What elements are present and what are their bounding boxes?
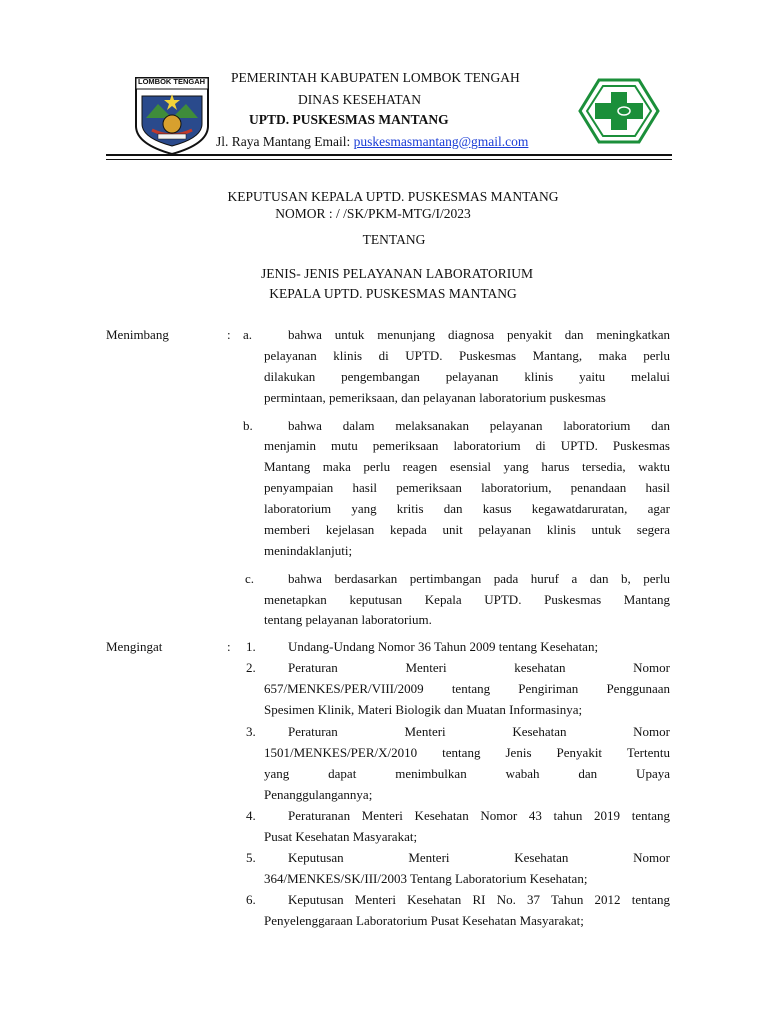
about-heading: TENTANG [362, 232, 426, 247]
item-marker: 6. [246, 892, 256, 907]
section-colon: : [227, 327, 231, 342]
lombok-tengah-logo [132, 74, 212, 156]
item-line: Mantang maka perlu reagen esensial yang harus tersedia, waktu [264, 459, 670, 474]
kop-department: DINAS KESEHATAN [298, 92, 422, 107]
item-line: 364/MENKES/SK/III/2003 Tentang Laboratorium Kesehatan; [264, 871, 588, 886]
item-line: Spesimen Klinik, Materi Biologik dan Muatan Informasinya; [264, 702, 583, 717]
item-marker: 3. [246, 724, 256, 739]
kop-rule-thick [106, 154, 672, 156]
puskesmas-logo [578, 78, 660, 144]
kop-institution: UPTD. PUSKESMAS MANTANG [249, 112, 449, 127]
item-line: bahwa berdasarkan pertimbangan pada huruf a dan b, perlu [288, 571, 670, 586]
item-line: laboratorium yang kritis dan kasus kegawatdaruratan, agar [264, 501, 670, 516]
item-marker: 2. [246, 660, 256, 675]
item-line: bahwa dalam melaksanakan pelayanan laboratorium dan [288, 418, 670, 433]
section-label-mengingat: Mengingat [106, 639, 163, 654]
kop-address [216, 134, 528, 150]
item-line: yang dapat menimbulkan wabah dan Upaya [264, 766, 670, 781]
item-line: Peraturan Menteri kesehatan Nomor [288, 660, 670, 675]
kop-government: PEMERINTAH KABUPATEN LOMBOK TENGAH [231, 70, 520, 85]
email-link[interactable]: puskesmasmantang@gmail.com [353, 134, 529, 149]
section-colon: : [227, 639, 231, 654]
item-line: pelayanan klinis di UPTD. Puskesmas Mantang, maka perlu [264, 348, 670, 363]
item-marker: 4. [246, 808, 256, 823]
item-line: Peraturan Menteri Kesehatan Nomor [288, 724, 670, 739]
item-line: 657/MENKES/PER/VIII/2009 tentang Pengiriman Penggunaan [264, 681, 670, 696]
item-line: Keputusan Menteri Kesehatan RI No. 37 Tahun 2012 tentang [288, 892, 670, 907]
item-line: menjamin mutu pemeriksaan laboratorium di UPTD. Puskesmas [264, 438, 670, 453]
subject-line-2: KEPALA UPTD. PUSKESMAS MANTANG [269, 286, 517, 301]
item-marker: b. [243, 418, 253, 433]
item-line: menindaklanjuti; [264, 543, 353, 558]
logo-caption: LOMBOK TENGAH [138, 77, 206, 86]
decree-title: KEPUTUSAN KEPALA UPTD. PUSKESMAS MANTANG [227, 189, 559, 204]
item-line: permintaan, pemeriksaan, dan pelayanan laboratorium puskesmas [264, 390, 606, 405]
item-line: Pusat Kesehatan Masyarakat; [264, 829, 418, 844]
item-line: dilakukan pengembangan pelayanan klinis yaitu melalui [264, 369, 670, 384]
item-marker: a. [243, 327, 253, 342]
item-line: Keputusan Menteri Kesehatan Nomor [288, 850, 670, 865]
item-line: memberi kejelasan kepada unit pelayanan klinis untuk segera [264, 522, 670, 537]
item-marker: c. [245, 571, 255, 586]
item-line: Peraturanan Menteri Kesehatan Nomor 43 tahun 2019 tentang [288, 808, 670, 823]
item-line: bahwa untuk menunjang diagnosa penyakit dan meningkatkan [288, 327, 670, 342]
item-line: Penyelenggaraan Laboratorium Pusat Kesehatan Masyarakat; [264, 913, 584, 928]
decree-number: NOMOR : / /SK/PKM-MTG/I/2023 [275, 206, 471, 221]
kop-rule-thin [106, 159, 672, 160]
item-line: Penanggulangannya; [264, 787, 373, 802]
item-marker: 1. [246, 639, 256, 654]
address-text: Jl. Raya Mantang Email: [216, 134, 354, 149]
item-line: tentang pelayanan laboratorium. [264, 612, 432, 627]
subject-line-1: JENIS- JENIS PELAYANAN LABORATORIUM [261, 266, 533, 281]
item-line: Undang-Undang Nomor 36 Tahun 2009 tentang Kesehatan; [288, 639, 599, 654]
section-label-menimbang: Menimbang [106, 327, 169, 342]
item-line: penyampaian hasil pemeriksaan laboratorium, penandaan hasil [264, 480, 670, 495]
item-line: menetapkan keputusan Kepala UPTD. Puskesmas Mantang [264, 592, 670, 607]
item-line: 1501/MENKES/PER/X/2010 tentang Jenis Penyakit Tertentu [264, 745, 670, 760]
item-marker: 5. [246, 850, 256, 865]
